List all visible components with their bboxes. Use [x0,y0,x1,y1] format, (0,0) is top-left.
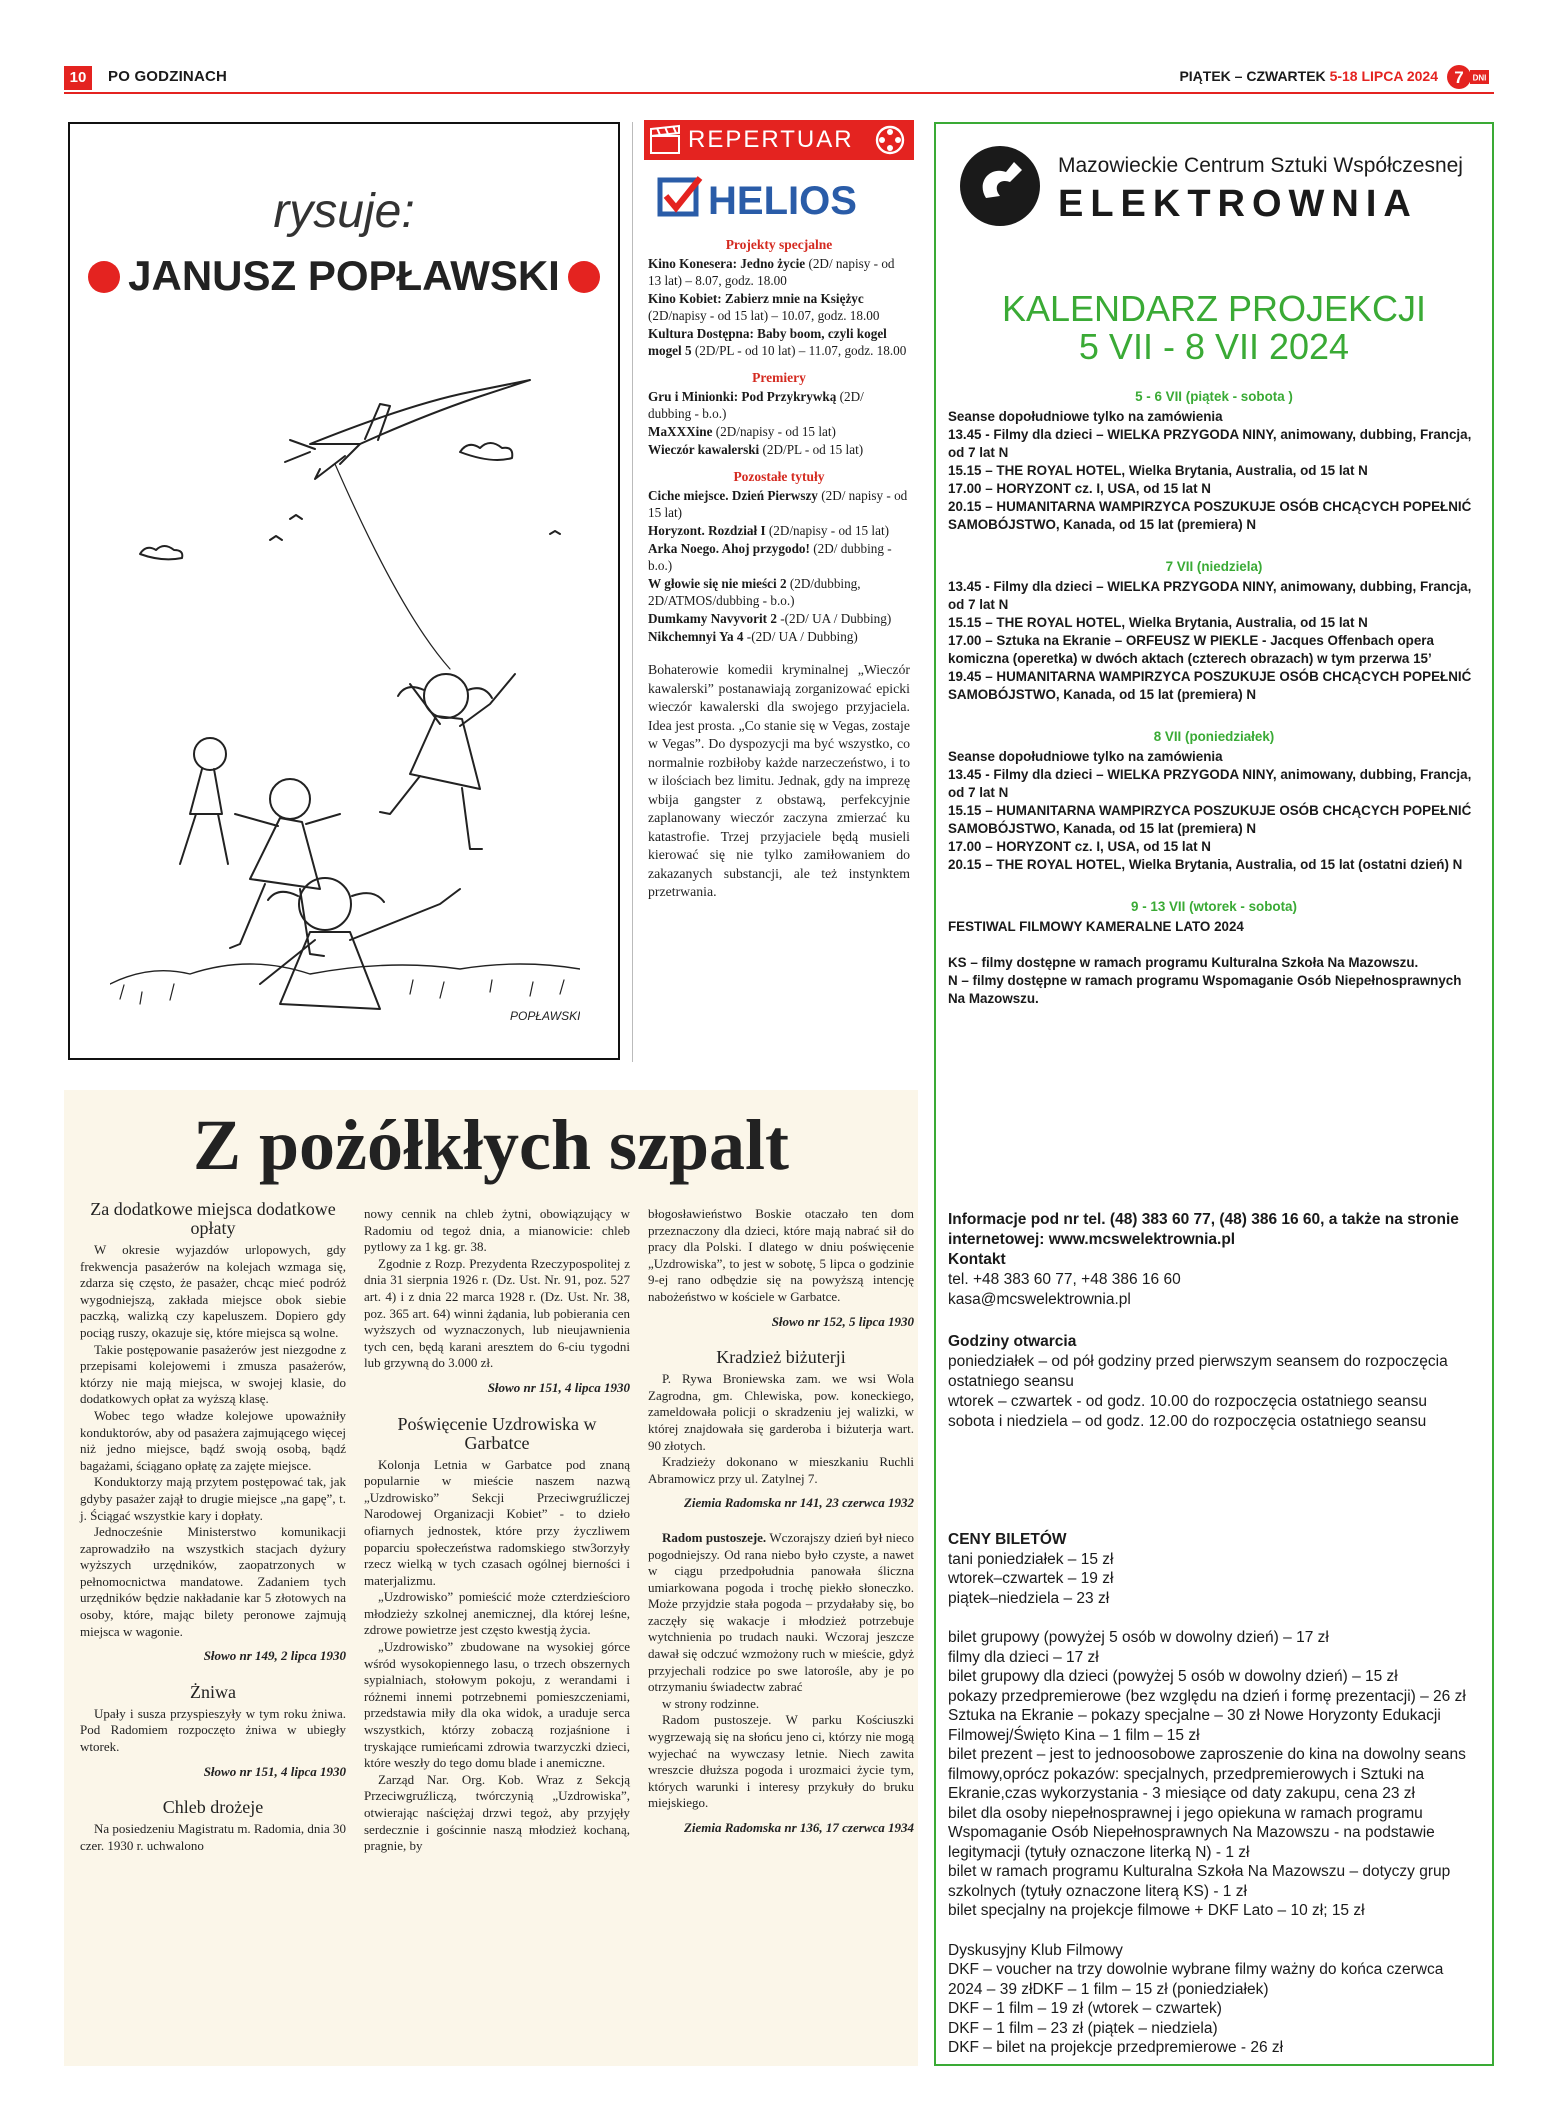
film-title: Dumkamy Navyvorit 2 [648,611,777,626]
price-line: filmy dla dzieci – 17 zł [948,1648,1099,1666]
film-details: (2D/ napisy - od 15 lat) [648,488,908,520]
article-text: błogosławieństwo Boskie otaczało ten dom przeznaczony dla dzieci, które mają nabrać sił do pracy dla Polski. I dlatego w dniu poświęcenie „Uzdrowiska”, to jest w sobotę, 5 lipca o godzinie 9-ej rano odbędzie się na powyższą intencję nabożeństwo w kościele w Garbatce. [648,1206,914,1304]
film-reel-icon [874,124,906,156]
screening-line: 20.15 – THE ROYAL HOTEL, Wielka Brytania, Australia, od 15 lat (ostatni dzień) N [948,857,1463,872]
archive-title: Z pożółkłych szpalt [192,1105,790,1185]
issue-date [1179,68,1438,84]
price-line: DKF – bilet na projekcje przedpremierowe - 26 zł [948,2039,1284,2056]
film-title: Kino Kobiet: Zabierz mnie na Księżyc [648,291,864,306]
film-details: (2D/PL - od 15 lat) [759,442,864,457]
film-details: (2D/dubbing, 2D/ATMOS/dubbing - b.o.) [648,576,861,608]
screening-line: Seanse dopołudniowe tylko na zamówienia [948,749,1223,764]
film-title: Kino Konesera: Jedno życie [648,256,806,271]
logo-text: DNI [1472,73,1487,83]
org-name: Mazowieckie Centrum Sztuki Współczesnej [1058,154,1463,177]
article-text: w strony rodzinne. [662,1695,760,1711]
contact-email: kasa@mcswelektrownia.pl [948,1291,1131,1308]
screening-line: Seanse dopołudniowe tylko na zamówienia [948,409,1223,424]
film-item [648,487,910,521]
article-text: Kolonja Letnia w Garbatce pod znaną popularnie w mieście naszem nazwą „Uzdrowisko” Sekcji Przeciwgruźliczej Narodowej Organizacji Kobiet” - to dzieło ofiarnych jednostek, które przy życzliwem poparciu społeczeństwa radomskiego stw3orzyły rzecz wielką w tych czasach ogólnej bierności i materjalizmu. [364,1456,630,1588]
header-rule [64,92,1494,94]
price-line: DKF – 1 film – 23 zł (piątek – niedziela) [948,2019,1218,2037]
article-heading: Za dodatkowe miejsca dodatkowe opłaty [90,1199,336,1238]
film-item [648,290,910,324]
calendar-title: KALENDARZ PROJEKCJI [1001,288,1427,329]
article-text-body: Wczorajszy dzień był nieco pogodniejszy. Od rana niebo było czyste, a nawet w ciągu przedpołudnia panowała śliczna umiarkowana pogoda i trochę piekło słoneczko. Może przyjdzie stała pogoda – przydałaby się, bo zaczęły się wakacje i młodzież potrzebuje wytchnienia po trudach nauki. Wczoraj jeszcze dawał się odczuć wzmożony ruch w mieście, gdyż przyjechali rodzice po swe latorośle, aby je po otrzymaniu świadectw zabrać [648,1529,914,1695]
film-description: Bohaterowie komedii kryminalnej „Wieczór kawalerski” postanawiają zorganizować epicki wieczór kawalerski dla swojego przyjaciela. Idea jest prosta. „Co stanie się w Vegas, zostaje w Vegas”. Do dyspozycji ma być wszystko, co normalnie rozbiłoby każde narzeczeństwo, i to w ilościach bez limitu. Jednak, gdy na imprezę wbija gangster z obstawą, perfekcyjnie zaplanowany wieczór zaczyna zmierzać ku katastrofie. Trzej przyjaciele będą musieli kierować się nie tylko zamiłowaniem do zakazanych substancji, ale też instynktem przetrwania. [648,662,910,899]
cartoon-signature: POPŁAWSKI [510,1009,580,1023]
article-source: Ziemia Radomska nr 141, 23 czerwca 1932 [683,1495,914,1511]
screening-line: 13.45 - Filmy dla dzieci – WIELKA PRZYGODA NINY, animowany, dubbing, Francja, od 7 lat N [948,427,1472,460]
screening-line: 13.45 - Filmy dla dzieci – WIELKA PRZYGODA NINY, animowany, dubbing, Francja, od 7 lat N [948,579,1472,612]
red-dot-icon [88,261,120,293]
newspaper-logo-icon [1446,64,1490,90]
article-text: P. Rywa Broniewska zam. we wsi Wola Zagrodna, gm. Chlewiska, pow. koneckiego, zameldowała policji o skradzeniu jej walizki, w której znajdowała się garderoba i biżuterja wart. 90 złotych. [648,1371,914,1453]
film-title: Gru i Minionki: Pod Przykrywką [648,389,837,404]
price-line: tani poniedziałek – 15 zł [948,1550,1114,1568]
film-title: Kultura Dostępna: Baby boom, czyli kogel mogel 5 [648,326,887,358]
film-title: MaXXXine [648,424,713,439]
article-source: Słowo nr 151, 4 lipca 1930 [487,1379,630,1395]
article-text: Wobec tego władze kolejowe upoważniły konduktorów, aby od pasażera zajmującego więcej niż jedno miejsce, bądź swoją osobą, bądź bagażami, ściągano opłatę za zajęte miejsce. [80,1407,346,1473]
article-text: Kradzieży dokonano w mieszkaniu Ruchli Abramowicz przy ul. Zatylnej 7. [648,1454,914,1486]
film-details: (2D/ dubbing - b.o.) [648,389,864,421]
column-divider [632,122,633,1062]
article-text: Na posiedzeniu Magistratu m. Radomia, dnia 30 czer. 1930 r. uchwalono [80,1821,347,1853]
cartoon-author-name: JANUSZ POPŁAWSKI [128,252,560,299]
helios-logo [656,172,910,222]
archive-column-2 [364,1206,630,1855]
page-number: 10 [64,66,92,90]
day-heading: 5 - 6 VII (piątek - sobota ) [1135,389,1293,404]
article-source: Słowo nr 151, 4 lipca 1930 [203,1763,346,1779]
repertuar-category: Projekty specjalne [725,237,833,252]
note-ks: KS – filmy dostępne w ramach programu Kulturalna Szkoła Na Mazowszu. [948,955,1419,970]
article-text: Radom pustoszeje. W parku Kościuszki wygrzewają się na słońcu jeno ci, którzy nie mogą wyjechać na wywczasy letnie. Niech zawita wreszcie dłuższa pogoda i urozmaici życie tym, których warunki i interesy przykuły do bruku miejskiego. [648,1712,914,1811]
price-line: piątek–niedziela – 23 zł [948,1589,1110,1607]
article-text: nowy cennik na chleb żytni, obowiązujący w Radomiu od tegoż dnia, a mianowicie: chleb pytlowy za 1 kg. gr. 38. [364,1206,630,1255]
article-heading: Żniwa [190,1681,236,1702]
screening-line: 20.15 – HUMANITARNA WAMPIRZYCA POSZUKUJE OSÓB CHCĄCYCH POPEŁNIĆ SAMOBÓJSTWO, Kanada, od 15 lat (premiera) N [948,499,1472,532]
svg-text:7: 7 [1454,68,1464,87]
price-line: pokazy przedpremierowe (bez względu na dzień i formę prezentacji) – 26 zł [948,1687,1466,1705]
screening-line: 17.00 – HORYZONT cz. I, USA, od 15 lat N [948,481,1211,496]
film-details: (2D/PL - od 10 lat) – 11.07, godz. 18.00 [691,343,907,358]
price-line: bilet grupowy (powyżej 5 osób w dowolny dzień) – 17 zł [948,1629,1329,1646]
article-text: Zarząd Nar. Org. Kob. Wraz z Sekcją Przeciwgruźliczą, twórczynią „Uzdrowiska”, otwierając naściężaj drzwi tegoż, aby przyjęły serdecznie i gościnnie naszą młodzież kochaną, pragnie, by [364,1771,630,1854]
article-heading: Chleb drożeje [162,1797,264,1818]
film-details: (2D/napisy - od 15 lat) [765,523,890,538]
article-text: Takie postępowanie pasażerów jest niezgodne z przepisami kolejowemi i zmusza pasażerów, którzy nie mają miejsca, w swojej klasie, do dodatkowych opłat za wyższą klasę. [80,1341,346,1407]
repertuar-category: Premiery [752,370,806,385]
price-line: bilet grupowy dla dzieci (powyżej 5 osób w dowolny dzień) – 15 zł [948,1668,1398,1685]
article-text: Zgodnie z Rozp. Prezydenta Rzeczypospolitej z dnia 31 sierpnia 1926 r. (Dz. Ust. Nr. 91, poz. 527 art. 4) i z dnia 22 marca 1928 r. (Dz. Ust. Nr. 38, poz. 365 art. 64) winni żądania, lub pobierania cen wyższych od wyznaczonych, lub nieujawnienia tych cen, będą karani aresztem do 6-ciu tygodni lub grzywną do 3.000 zł. [364,1255,630,1371]
article-source: Słowo nr 152, 5 lipca 1930 [771,1313,914,1329]
screening-schedule [948,388,1480,1008]
film-item [648,540,910,574]
org-logo-text: ELEKTROWNIA [1058,183,1418,225]
price-line: Sztuka na Ekranie – pokazy specjalne – 30 zł Nowe Horyzonty Edukacji Filmowej/Święto Kina – 1 film – 15 zł [948,1707,1441,1744]
day-heading: 9 - 13 VII (wtorek - sobota) [1131,899,1297,914]
contact-label: Kontakt [948,1251,1006,1268]
film-title: W głowie się nie mieści 2 [648,576,787,591]
hours-line: poniedziałek – od pół godziny przed pierwszym seansem do rozpoczęcia ostatniego seansu [948,1353,1448,1390]
hours-line: wtorek – czwartek - od godz. 10.00 do rozpoczęcia ostatniego seansu [948,1393,1428,1410]
film-details: -(2D/ UA / Dubbing) [776,611,892,626]
article-text [648,1530,914,1696]
archive-column-1 [80,1200,346,1854]
screening-line: 15.15 – HUMANITARNA WAMPIRZYCA POSZUKUJE OSÓB CHCĄCYCH POPEŁNIĆ SAMOBÓJSTWO, Kanada, od 15 lat (premiera) N [948,803,1472,836]
article-text: W okresie wyjazdów urlopowych, gdy frekwencja pasażerów na kolejach wzmaga się, zdarza się często, że pasażer, chcąc mieć podróż wygodniejszą, zakłada miejsce obok siebie paczką, walizką czy kapeluszem. Dopiero gdy pociąg ruszy, okazuje się, które miejsca są wolne. [80,1242,346,1340]
article-text: Upały i susza przyspieszyły w tym roku żniwa. Pod Radomiem rozpoczęto żniwa w ubiegły wtorek. [80,1705,346,1755]
film-item [648,441,910,458]
screening-line: 13.45 - Filmy dla dzieci – WIELKA PRZYGODA NINY, animowany, dubbing, Francja, od 7 lat N [948,767,1472,800]
red-dot-icon [568,261,600,293]
film-item [648,423,910,440]
calendar-dates: 5 VII - 8 VII 2024 [1078,326,1350,367]
ticket-prices [948,1530,1480,2058]
repertuar-list [648,236,910,902]
screening-line: 15.15 – THE ROYAL HOTEL, Wielka Brytania, Australia, od 15 lat N [948,615,1368,630]
article-text: „Uzdrowisko” pomieścić może czterdzieścioro młodzieży szkolnej anemicznej, dla której leśne, zdrowe powietrze jest często kwestją życia. [364,1589,630,1638]
price-line: bilet dla osoby niepełnosprawnej i jego opiekuna w ramach programu Wspomaganie Osób Niepełnosprawnych Na Mazowszu - na podstawie legitymacji (tytuły oznaczone literką N) - 1 zł [948,1804,1435,1861]
cartoon-drawing [110,344,580,1034]
film-details: -(2D/ UA / Dubbing) [743,629,858,644]
film-clapper-icon [648,124,682,156]
hours-label: Godziny otwarcia [948,1333,1077,1350]
issue-date-prefix: PIĄTEK – CZWARTEK [1179,68,1326,84]
film-title: Ciche miejsce. Dzień Pierwszy [648,488,818,503]
contact-info [948,1210,1480,1432]
cartoon-frame [68,122,620,1060]
screening-line: 19.45 – HUMANITARNA WAMPIRZYCA POSZUKUJE OSÓB CHCĄCYCH POPEŁNIĆ SAMOBÓJSTWO, Kanada, od 15 lat (premiera) N [948,669,1472,702]
film-title: Horyzont. Rozdział I [648,523,766,538]
film-details: (2D/ dubbing - b.o.) [648,541,892,573]
film-item [648,255,910,289]
screening-line: 17.00 – Sztuka na Ekranie – ORFEUSZ W PIEKLE - Jacques Offenbach opera komiczna (operetka) w dwóch aktach (czterech obrazach) w tym przerwa 15’ [948,633,1434,666]
film-details: (2D/napisy - od 15 lat) – 10.07, godz. 18.00 [648,308,880,323]
price-line: bilet w ramach programu Kulturalna Szkoła Na Mazowszu – dotyczy grup szkolnych (tytuły oznaczone literą KS) - 1 zł [948,1863,1451,1900]
article-source: Słowo nr 149, 2 lipca 1930 [203,1648,346,1664]
article-text: Jednocześnie Ministerstwo komunikacji zaprowadziło na wszystkich stacjach dyżury wyższych urzędników, zaopatrzonych w pełnomocnictwa mandatowe. Zadaniem tych urzędników będzie nakładanie kar 5 złotowych na osoby, które, mając bilety peronowe zajmują miejsca w wagonie. [80,1524,346,1639]
hours-line: sobota i niedziela – od godz. 12.00 do rozpoczęcia ostatniego seansu [948,1413,1427,1430]
article-text: Konduktorzy mają przytem postępować tak, jak gdyby pasażer zajął to drugie miejsce „na gapę”, t. j. Ściągać wszystkie kary i dopłaty. [80,1474,346,1523]
note-n: N – filmy dostępne w ramach programu Wspomaganie Osób Niepełnosprawnych Na Mazowszu. [948,973,1462,1006]
helios-logo-text: HELIOS [708,179,857,222]
info-phone-web: Informacje pod nr tel. (48) 383 60 77, (48) 386 16 60, a także na stronie internetowej: www.mcswelektrownia.pl [948,1211,1459,1248]
article-heading: Kradzież biżuterji [716,1347,846,1368]
day-heading: 7 VII (niedziela) [1165,559,1263,574]
screening-line: FESTIWAL FILMOWY KAMERALNE LATO 2024 [948,919,1244,934]
repertuar-banner [644,120,914,160]
screening-line: 15.15 – THE ROYAL HOTEL, Wielka Brytania, Australia, od 15 lat N [948,463,1368,478]
archive-section [64,1090,918,2066]
price-line: bilet specjalny na projekcje filmowe + DKF Lato – 10 zł; 15 zł [948,1902,1365,1919]
film-item [648,325,910,359]
repertuar-category: Pozostałe tytuły [733,469,825,484]
film-item [648,628,910,645]
price-line: bilet prezent – jest to jednoosobowe zaproszenie do kina na dowolny seans filmowy,oprócz pokazów: specjalnych, przedpremierowych i Sztuki na Ekranie,czas wykorzystania - 3 miesiące od daty zakupu, cena 23 zł [948,1746,1466,1802]
film-details: (2D/napisy - od 15 lat) [712,424,836,439]
film-details: (2D/ napisy - od 13 lat) – 8.07, godz. 18.00 [648,256,895,288]
film-title: Arka Noego. Ahoj przygodo! [648,541,810,556]
elektrownia-logo [956,142,1476,228]
film-item [648,522,910,539]
calendar-heading [936,290,1492,366]
film-item [648,610,910,627]
elektrownia-box [934,122,1494,2066]
film-item [648,575,910,609]
price-line: wtorek–czwartek – 19 zł [948,1570,1114,1587]
cartoon-label: rysuje: [273,185,415,238]
article-source: Ziemia Radomska nr 136, 17 czerwca 1934 [683,1820,914,1835]
film-title: Wieczór kawalerski [648,442,760,457]
cartoon-author [70,252,618,300]
prices-label: CENY BILETÓW [948,1531,1067,1548]
price-line: DKF – 1 film – 19 zł (wtorek – czwartek) [948,2000,1222,2017]
film-title: Nikchemnyi Ya 4 [648,629,744,644]
archive-column-3 [648,1206,914,1855]
day-heading: 8 VII (poniedziałek) [1153,729,1275,744]
article-heading: Poświęcenie Uzdrowiska w Garbatce [397,1413,597,1453]
section-title: PO GODZINACH [108,68,228,85]
contact-phone: tel. +48 383 60 77, +48 386 16 60 [948,1271,1181,1288]
price-line: DKF – voucher na trzy dowolnie wybrane filmy ważny do końca czerwca 2024 – 39 złDKF – 1 film – 15 zł (poniedziałek) [948,1961,1444,1998]
article-lead: Radom pustoszeje. [662,1529,767,1545]
repertuar-title: REPERTUAR [688,126,854,153]
article-text: „Uzdrowisko” zbudowane na wysokiej górce wśród wysokopiennego lasu, o trzech obszernych sypialniach, stołowym pokoju, z werandami i różnemi innemi potrzebnemi pomieszczeniami, przedstawia miły dla oka widok, a uraduje serca wszystkich, którzy zobaczą rozjaśnione i tryskające rumieńcami zdrowia twarzyczki dzieci, które weszły do tego domu blade i anemiczne. [364,1639,630,1771]
film-item [648,388,910,422]
issue-date-range: 5-18 LIPCA 2024 [1329,68,1438,84]
screening-line: 17.00 – HORYZONT cz. I, USA, od 15 lat N [948,839,1211,854]
price-line: Dyskusyjny Klub Filmowy [948,1941,1123,1959]
